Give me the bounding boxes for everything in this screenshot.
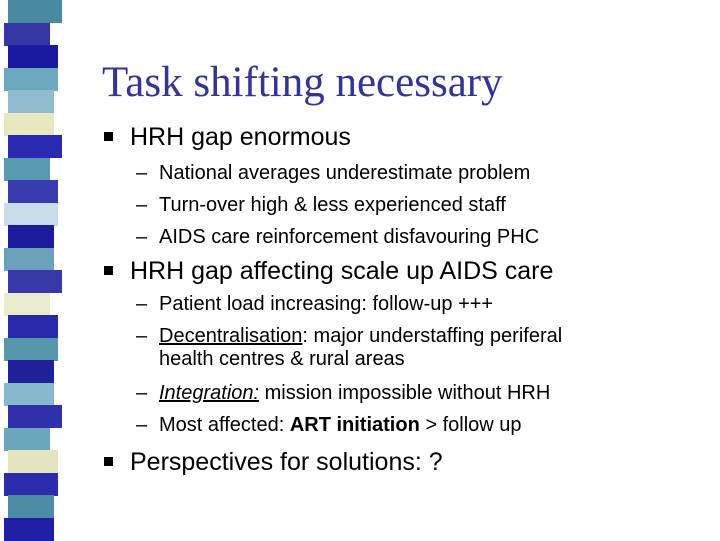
- bullet-text: Perspectives for solutions: ?: [130, 448, 443, 476]
- stripe-block: [8, 180, 58, 203]
- stripe-block: [4, 23, 50, 46]
- stripe-block: [8, 45, 58, 68]
- dash-marker: –: [136, 162, 148, 184]
- underlined-term: Decentralisation: [159, 325, 303, 347]
- stripe-block: [4, 68, 58, 91]
- stripe-block: [8, 495, 54, 518]
- sub-bullet-text: [159, 325, 562, 371]
- sub-bullet-text: Turn-over high & less experienced staff: [159, 194, 506, 216]
- sub-bullet-text: National averages underestimate problem: [159, 162, 531, 184]
- dash-marker: –: [136, 293, 148, 315]
- stripe-block: [4, 248, 54, 271]
- stripe-block: [4, 473, 58, 496]
- stripe-block: [4, 428, 50, 451]
- stripe-block: [8, 90, 54, 113]
- sub-bullet-text: AIDS care reinforcement disfavouring PHC: [159, 226, 540, 248]
- bullet-text: HRH gap enormous: [130, 123, 351, 151]
- stripe-block: [8, 0, 62, 23]
- bullet-marker: [104, 132, 113, 141]
- stripe-block: [4, 518, 54, 541]
- stripe-block: [8, 405, 62, 428]
- bullet-text: HRH gap affecting scale up AIDS care: [130, 257, 554, 285]
- stripe-block: [8, 360, 54, 383]
- stripe-block: [8, 270, 62, 293]
- stripe-block: [8, 315, 58, 338]
- stripe-block: [4, 383, 54, 406]
- sub-bullet-text: [159, 382, 550, 405]
- sub-bullet-text: Patient load increasing: follow-up +++: [159, 293, 494, 315]
- stripe-block: [8, 225, 54, 248]
- slide-title: Task shifting necessary: [102, 59, 503, 106]
- sub-bullet-rest: mission impossible without HRH: [259, 382, 551, 404]
- dash-marker: –: [136, 325, 148, 347]
- dash-marker: –: [136, 226, 148, 248]
- underlined-term: Integration:: [159, 382, 260, 404]
- bullet-marker: [104, 457, 113, 466]
- stripe-block: [8, 135, 62, 158]
- stripe-block: [4, 293, 50, 316]
- stripe-block: [8, 450, 58, 473]
- sub-bullet-post: > follow up: [419, 414, 522, 436]
- stripe-block: [4, 203, 58, 226]
- sub-bullet-continuation: health centres & rural areas: [159, 348, 405, 370]
- bullet-marker: [104, 266, 113, 275]
- dash-marker: –: [136, 194, 148, 216]
- sub-bullet-rest: : major understaffing periferal: [302, 325, 563, 347]
- dash-marker: –: [136, 414, 148, 436]
- dash-marker: –: [136, 382, 148, 404]
- bold-term: ART initiation: [289, 414, 420, 436]
- sub-bullet-pre: Most affected:: [159, 414, 290, 436]
- stripe-block: [4, 158, 50, 181]
- stripe-block: [4, 113, 54, 136]
- stripe-block: [4, 338, 58, 361]
- decorative-stripe: [0, 0, 64, 540]
- sub-bullet-text: [159, 414, 522, 437]
